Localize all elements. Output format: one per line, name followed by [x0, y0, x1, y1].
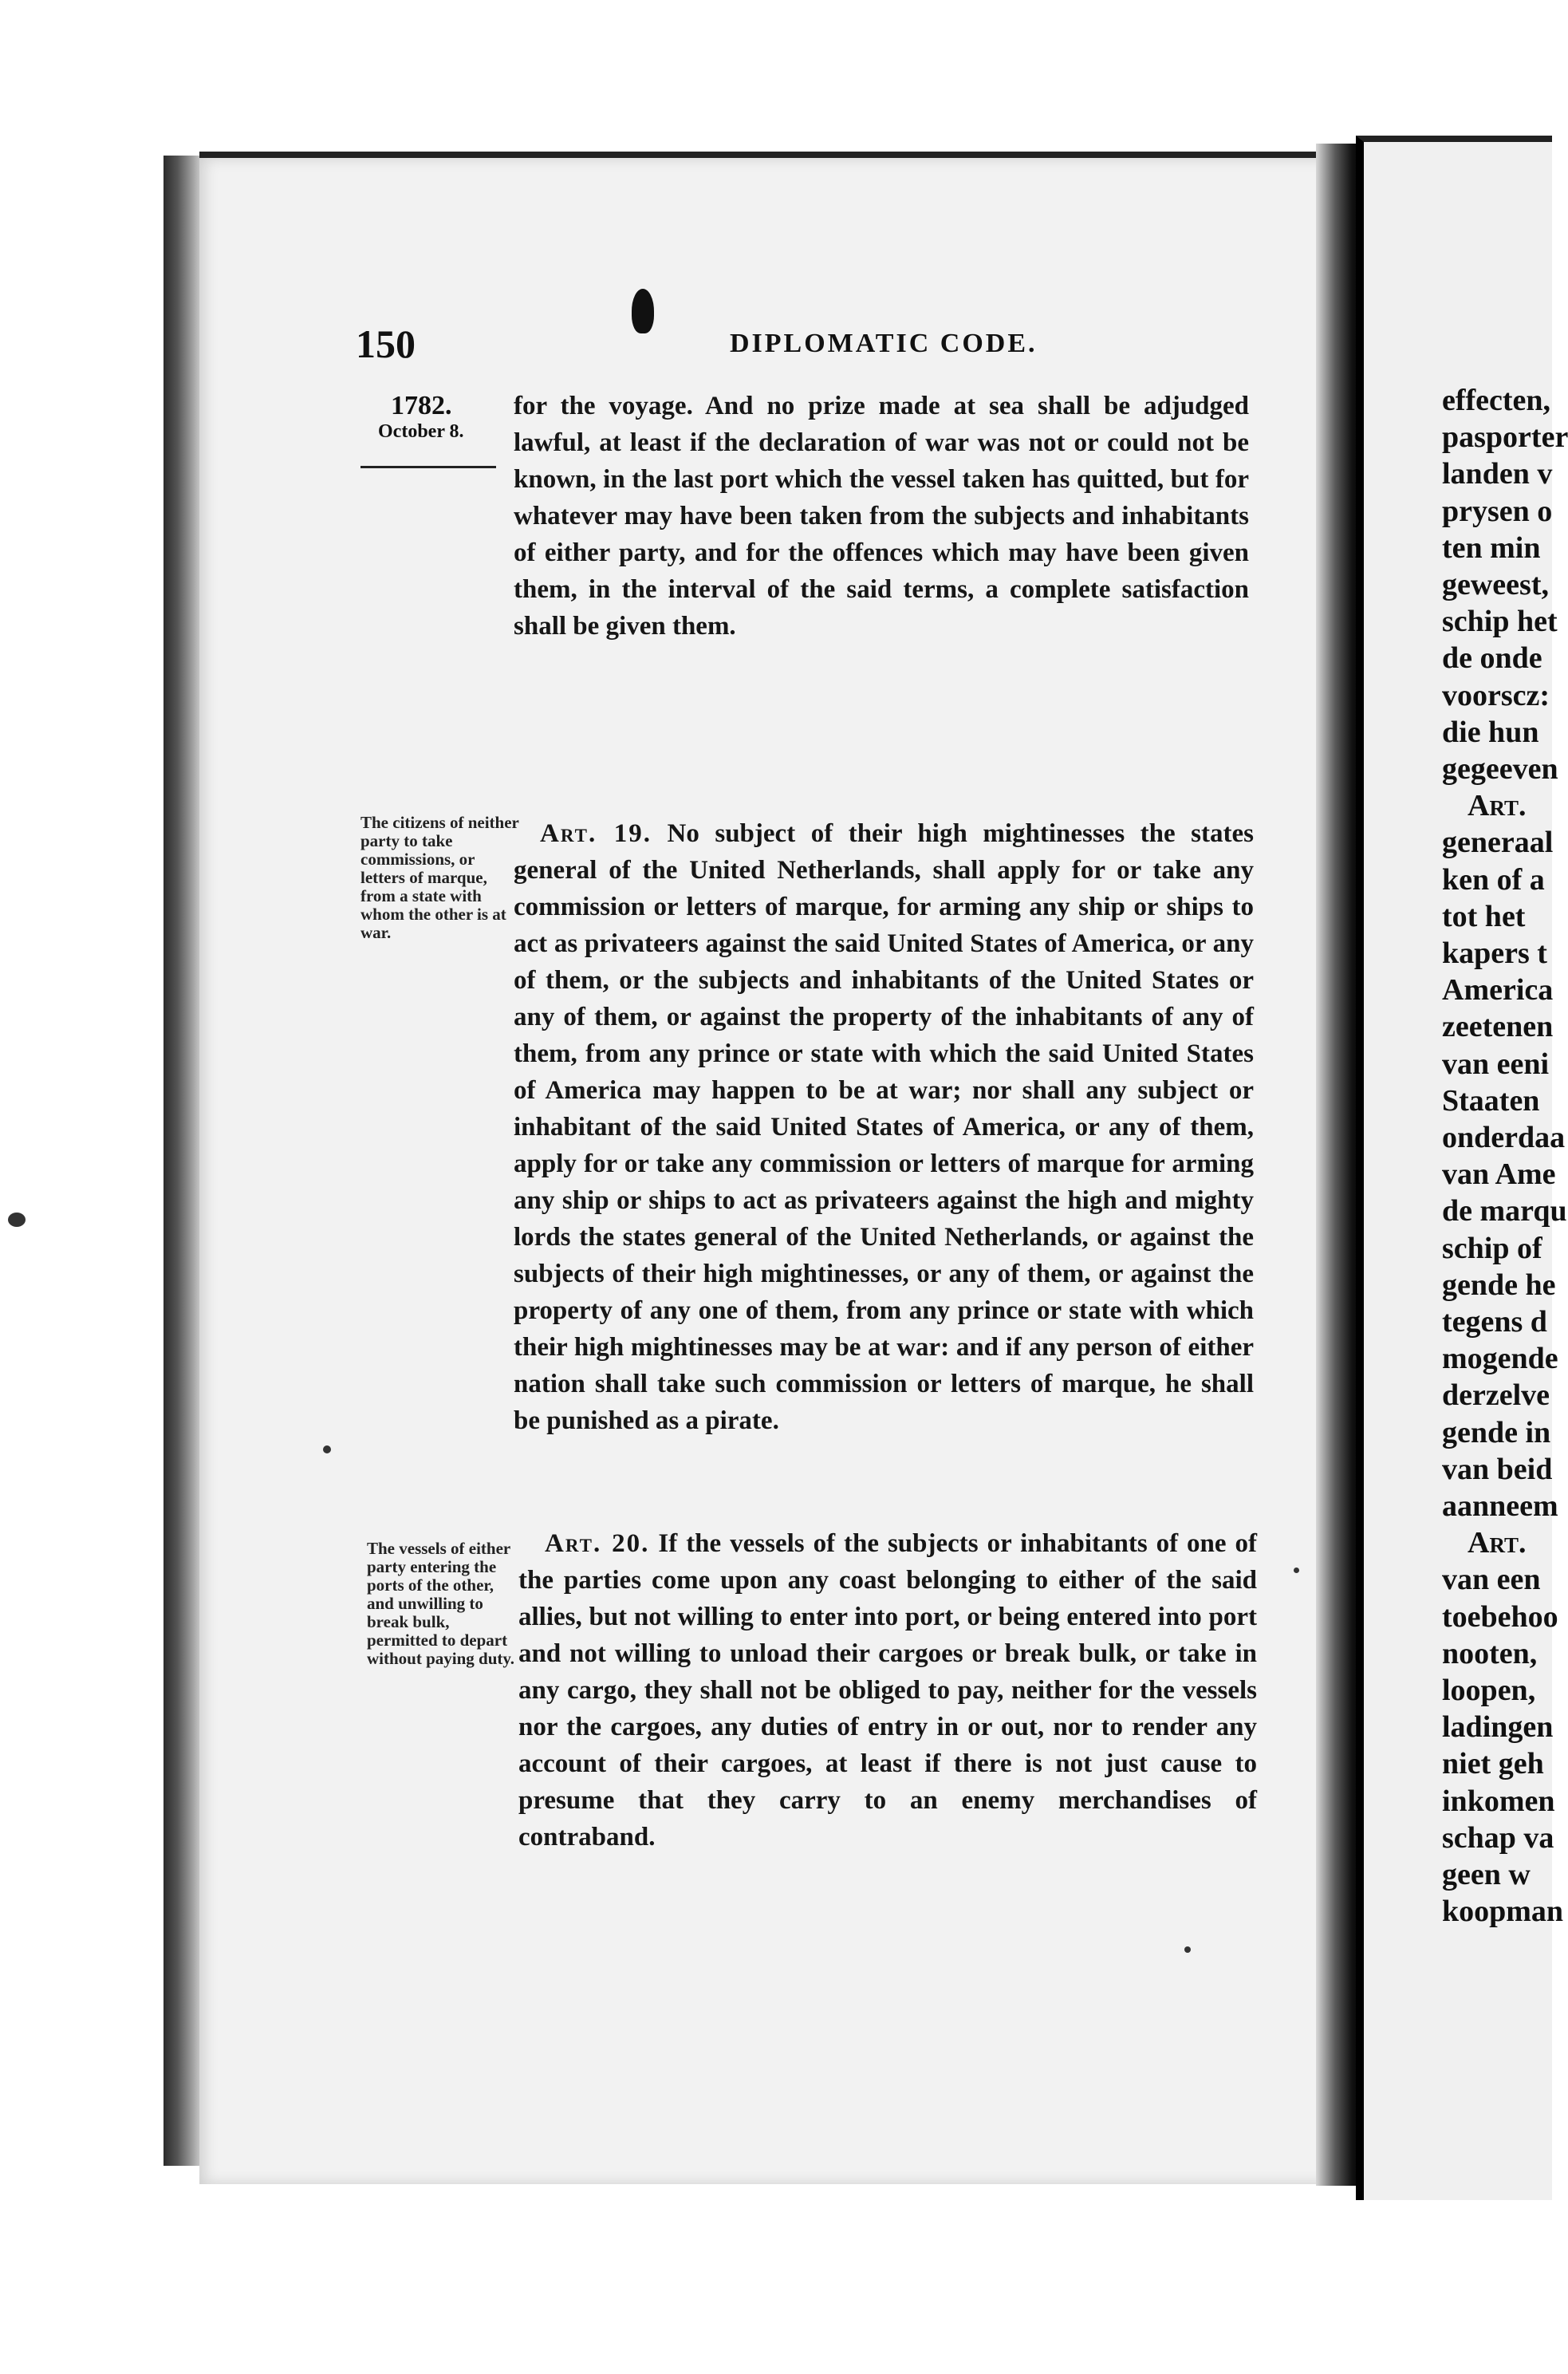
facing-page-line: van Ame — [1442, 1157, 1556, 1192]
facing-page-line: gende in — [1442, 1415, 1551, 1449]
facing-page-line: inkomen — [1442, 1784, 1555, 1818]
facing-page-line: Staaten — [1442, 1083, 1540, 1118]
facing-page-line: effecten, — [1442, 384, 1551, 417]
facing-page-line: mogende — [1442, 1342, 1558, 1376]
facing-page-line: gende he — [1442, 1268, 1556, 1302]
facing-page-line: ladingen — [1442, 1710, 1554, 1745]
facing-page-line: toebehoo — [1442, 1599, 1558, 1634]
facing-page-line: Art. — [1468, 1526, 1527, 1560]
facing-page-line: America — [1442, 973, 1554, 1008]
facing-page-line: landen v — [1442, 457, 1553, 491]
facing-page-line: de onde — [1442, 641, 1542, 676]
margin-date-year: 1782. — [391, 391, 452, 420]
facing-page-line: geen w — [1442, 1858, 1531, 1891]
running-head: DIPLOMATIC CODE. — [730, 329, 1038, 358]
facing-page-line: schap va — [1442, 1820, 1554, 1855]
article-label: Art. 20. — [545, 1529, 650, 1558]
facing-page-line: schip het — [1442, 605, 1558, 639]
margin-note-article-19: The citizens of neither party to take commissions, or letters of marque, from a state with whom the other is at war. — [360, 813, 519, 942]
facing-page-line: zeetenen — [1442, 1010, 1554, 1044]
facing-page-line: nooten, — [1442, 1636, 1538, 1670]
paragraph-article-19 — [514, 815, 1254, 1439]
margin-note-article-20: The vessels of either party entering the ports of the other, and unwilling to break bulk, permitted to depart without paying duty. — [367, 1539, 514, 1668]
paragraph-article-20 — [518, 1525, 1257, 1855]
facing-page-line: tegens d — [1442, 1305, 1547, 1339]
article-label: Art. 19. — [540, 819, 652, 848]
paragraph-continuation — [514, 388, 1249, 645]
facing-page-line: aanneem — [1442, 1489, 1558, 1523]
facing-page-line: koopman — [1442, 1895, 1564, 1929]
facing-page-line: kapers t — [1442, 937, 1547, 970]
margin-date-day: October 8. — [378, 421, 464, 442]
page-number: 150 — [356, 321, 416, 366]
facing-page-line: ken of a — [1442, 862, 1545, 897]
ink-speck — [1184, 1946, 1191, 1953]
facing-page-line: pasporter — [1442, 420, 1568, 455]
book-spine-shadow — [163, 156, 203, 2166]
facing-page-line: gegeeven — [1442, 752, 1558, 786]
facing-page-line: van een — [1442, 1563, 1541, 1597]
facing-page-line: derzelve — [1442, 1378, 1550, 1413]
facing-page-line: geweest, — [1442, 568, 1549, 601]
facing-page-line: de marqu — [1442, 1194, 1567, 1228]
paragraph-text: for the voyage. And no prize made at sea shall be adjudged lawful, at least if the declaration of war was not or could not be known, in the last port which the vessel taken has quitted, but for whatever may have been taken from the subjects and inhabitants of either party, and for the offences which may have been given them, in the interval of the said terms, a complete satisfaction shall be given them. — [514, 392, 1249, 641]
paragraph-text: No subject of their high mightinesses the states general of the United Netherlands, shall apply for or take any commission or letters of marque, for arming any ship or ships to act as privateers against the said United States of America, or any of them, or the subjects and inhabitants of the United States or any of them, or against the property of the inhabitants of any of them, from any prince or state with which the said United States of America may happen to be at war; nor shall any subject or inhabitant of the said United States of America, or any of them, apply for or take any commission or letters of marque for arming any ship or ships to act as privateers against the high and mighty lords the states general of the United Netherlands, or against the subjects of their high mightinesses, or any of them, or against the property of any one of them, from any prince or state with which their high mightinesses may be at war: and if any person of either nation shall take such commission or letters of marque, he shall be punished as a pirate. — [514, 819, 1254, 1435]
paragraph-text: If the vessels of the subjects or inhabitants of one of the parties come upon any coast belonging to either of the said allies, but not willing to enter into port, or being entered into port and not willing to unload their cargoes or break bulk, or take in any cargo, they shall not be obliged to pay, neither for the vessels nor the cargoes, any duties of entry in or out, nor to render any account of their cargoes, at least if there is not just cause to presume that they carry to an enemy merchandises of contraband. — [518, 1529, 1258, 1851]
facing-page-line: loopen, — [1442, 1674, 1536, 1707]
facing-page-line: schip of — [1442, 1231, 1542, 1265]
ink-speck — [1294, 1568, 1299, 1573]
ink-blot-mark — [632, 289, 654, 333]
facing-page-line: niet geh — [1442, 1747, 1544, 1781]
facing-page-line: tot het — [1442, 899, 1526, 933]
facing-page-line: onderdaa — [1442, 1121, 1566, 1154]
facing-page-line: Art. — [1468, 789, 1527, 823]
facing-page-line: voorscz: — [1442, 678, 1550, 712]
facing-page-line: van eeni — [1442, 1047, 1550, 1081]
facing-page-line: prysen o — [1442, 494, 1553, 528]
ink-speck — [323, 1445, 331, 1453]
ink-speck — [8, 1213, 26, 1227]
facing-page-line: ten min — [1442, 530, 1541, 565]
margin-date-rule — [360, 466, 496, 468]
facing-page-line: die hun — [1442, 715, 1539, 749]
facing-page-line: van beid — [1442, 1452, 1553, 1486]
facing-page-line: generaal — [1442, 826, 1554, 860]
